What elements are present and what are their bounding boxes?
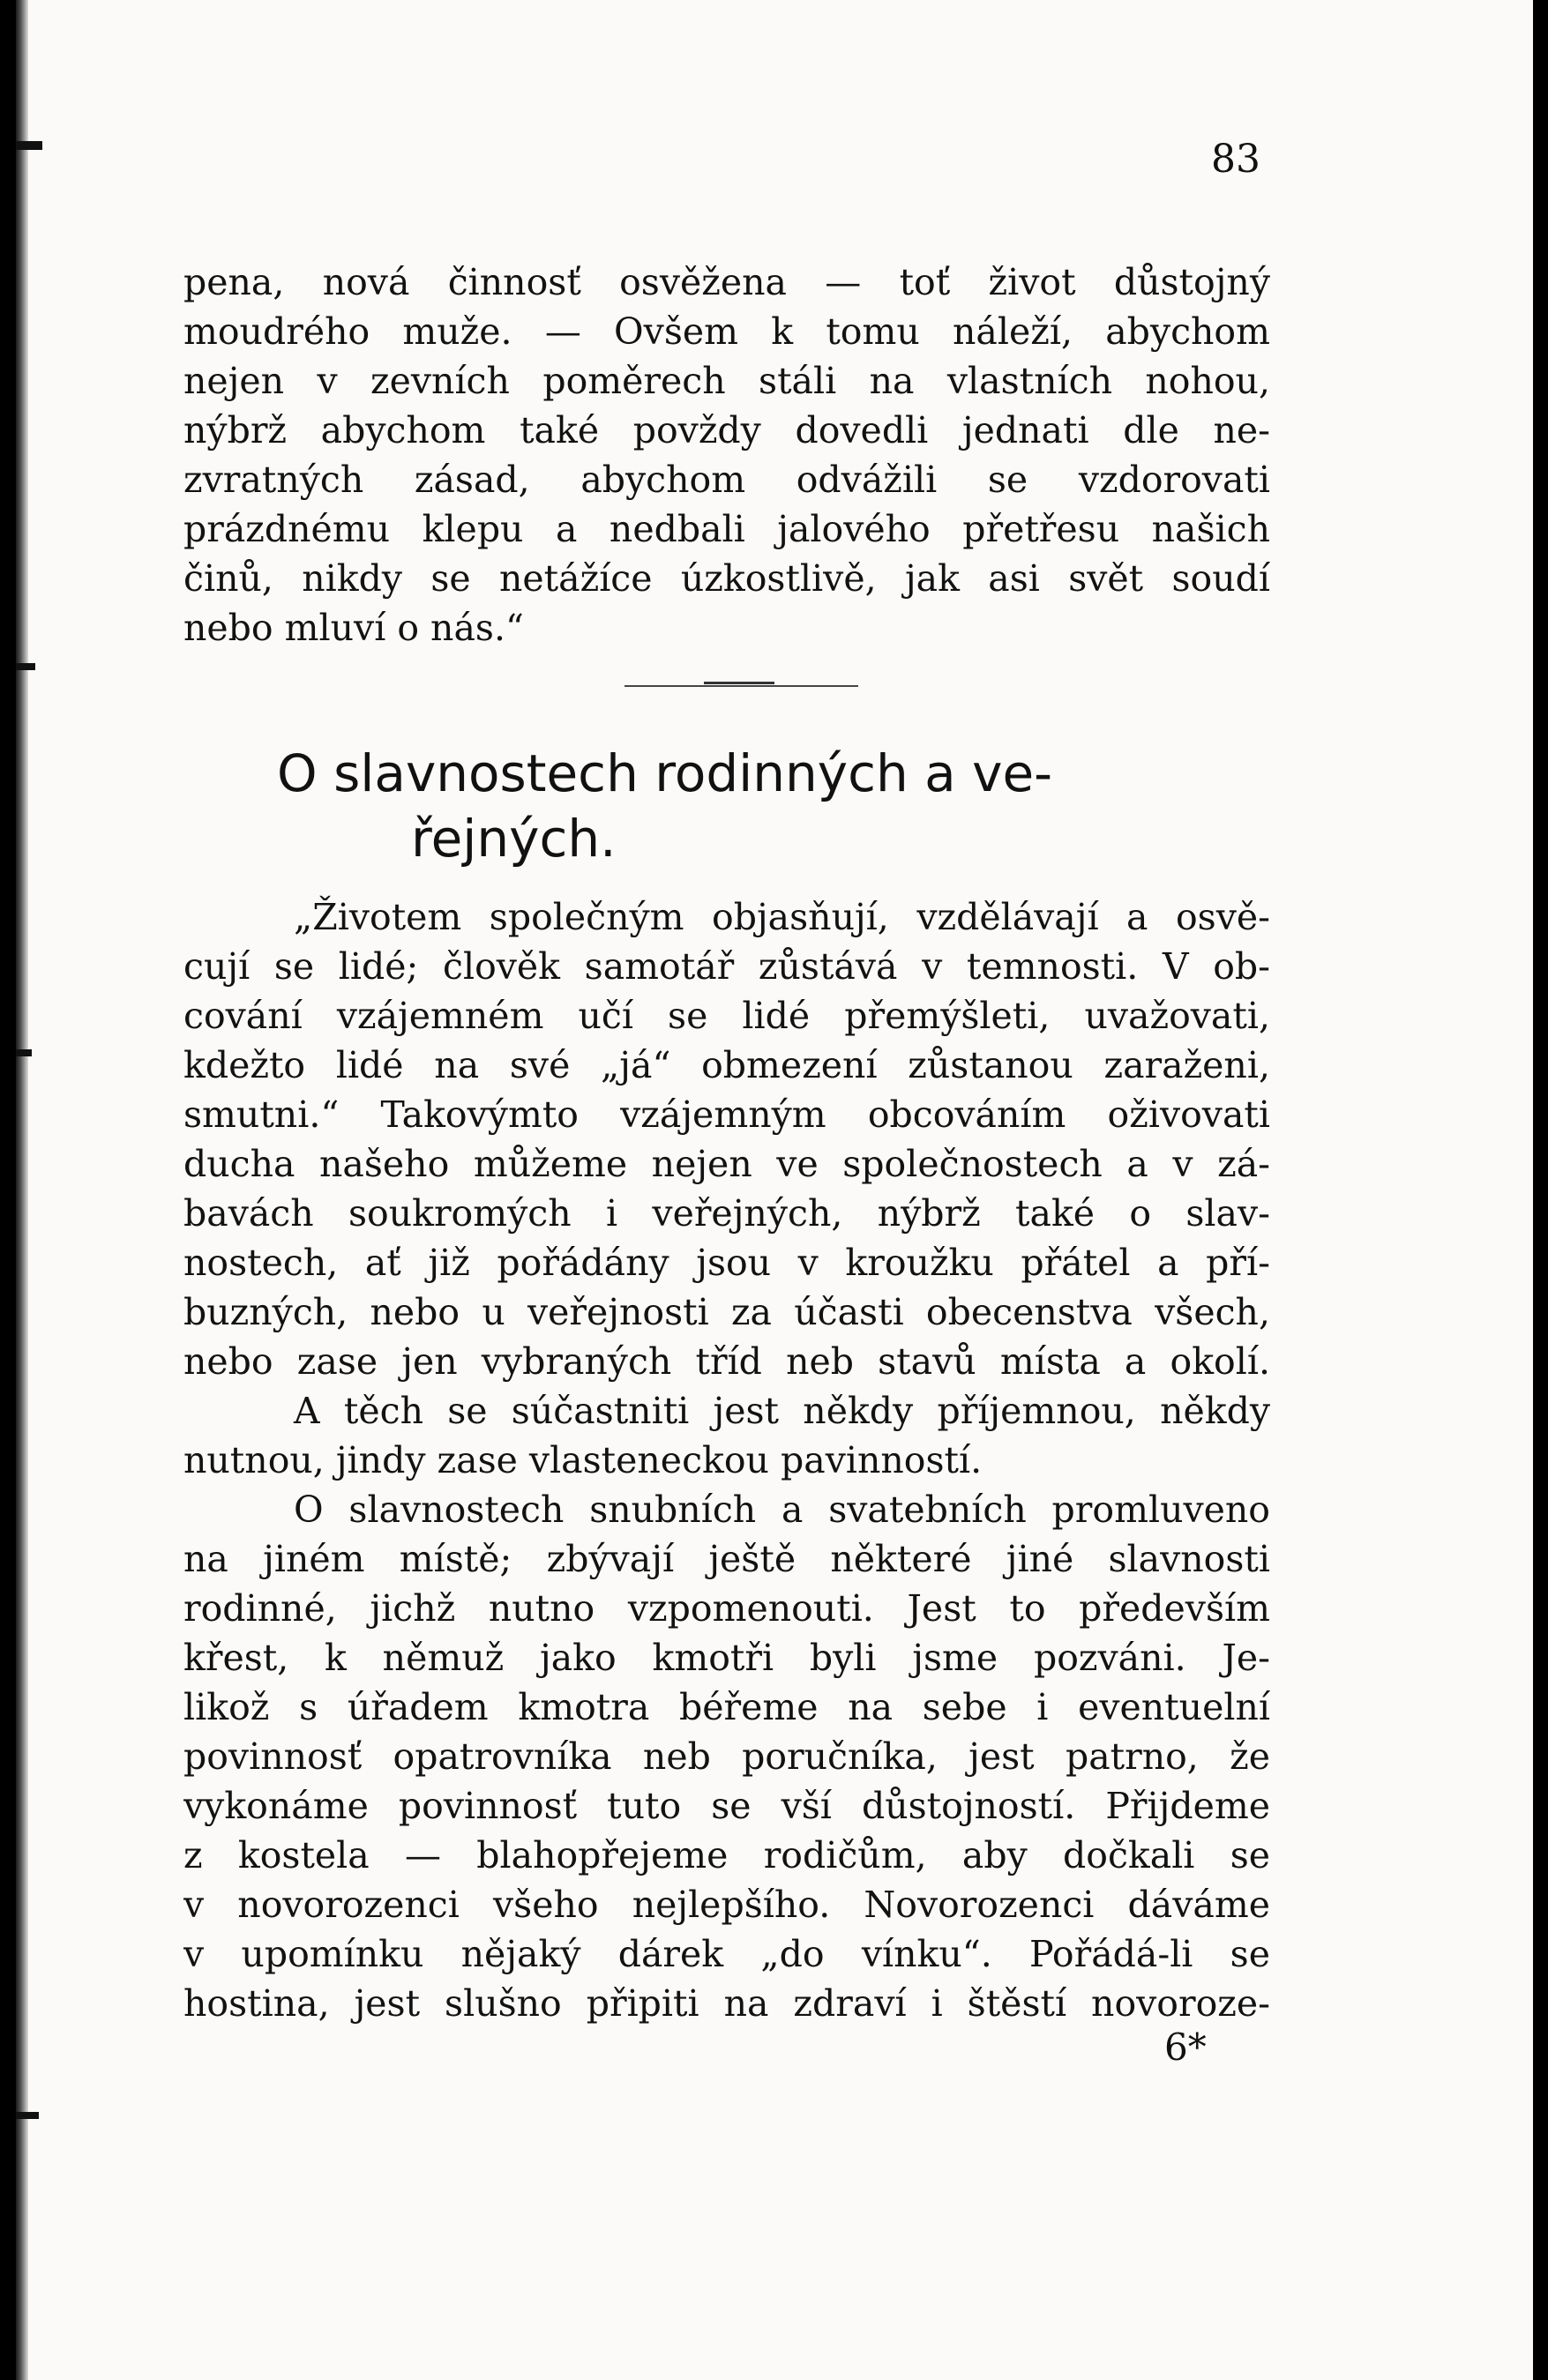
text-line: kdežto lidé na své „já“ obmezení zůstanou zaraženi, bbox=[183, 1044, 1270, 1086]
text-line: vykonáme povinnosť tuto se vší důstojností. Přijdeme bbox=[183, 1785, 1270, 1827]
text-line: v novorozenci všeho nejlepšího. Novorozenci dáváme bbox=[183, 1884, 1270, 1926]
text-line: nejen v zevních poměrech stáli na vlastních nohou, bbox=[183, 360, 1270, 402]
text-line: likož s úřadem kmotra béřeme na sebe i eventuelní bbox=[183, 1686, 1270, 1728]
text-line: O slavnostech snubních a svatebních promluveno bbox=[294, 1488, 1270, 1531]
scan-mark bbox=[16, 663, 35, 670]
section-heading bbox=[277, 741, 1052, 871]
text-line: činů, nikdy se netážíce úzkostlivě, jak asi svět soudí bbox=[183, 557, 1270, 600]
text-line: nebo mluví o nás.“ bbox=[183, 607, 524, 649]
intro-paragraph bbox=[183, 257, 1270, 653]
signature-mark: 6* bbox=[1164, 2026, 1207, 2069]
text-line: pena, nová činnosť osvěžena — toť život důstojný bbox=[183, 261, 1270, 303]
text-line: hostina, jest slušno připiti na zdraví i štěstí novoroze- bbox=[183, 1982, 1270, 2025]
text-line: moudrého muže. — Ovšem k tomu náleží, abychom bbox=[183, 310, 1270, 353]
text-line: na jiném místě; zbývají ještě některé jiné slavnosti bbox=[183, 1538, 1270, 1580]
page-number: 83 bbox=[1211, 137, 1260, 182]
text-line: A těch se súčastniti jest někdy příjemnou, někdy bbox=[294, 1390, 1270, 1432]
text-line: povinnosť opatrovníka neb poručníka, jest patrno, že bbox=[183, 1735, 1270, 1778]
text-line: „Životem společným objasňují, vzdělávají a osvě- bbox=[294, 896, 1270, 938]
text-line: smutni.“ Takovýmto vzájemným obcováním oživovati bbox=[183, 1093, 1270, 1136]
text-line: rodinné, jichž nutno vzpomenouti. Jest to především bbox=[183, 1587, 1270, 1630]
text-line: buzných, nebo u veřejnosti za účasti obecenstva všech, bbox=[183, 1291, 1270, 1333]
text-line: křest, k němuž jako kmotři byli jsme pozváni. Je- bbox=[183, 1637, 1270, 1679]
text-line: v upomínku nějaký dárek „do vínku“. Pořádá-li se bbox=[183, 1933, 1270, 1975]
text-line: prázdnému klepu a nedbali jalového přetřesu našich bbox=[183, 508, 1270, 550]
section-divider-ornament bbox=[704, 682, 774, 684]
text-line: nostech, ať již pořádány jsou v kroužku přátel a pří- bbox=[183, 1242, 1270, 1284]
scan-mark bbox=[16, 141, 42, 150]
text-line: z kostela — blahopřejeme rodičům, aby dočkali se bbox=[183, 1834, 1270, 1876]
text-line: nýbrž abychom také povždy dovedli jednati dle ne- bbox=[183, 409, 1270, 451]
book-page bbox=[16, 0, 1533, 2380]
heading-line-2: řejných. bbox=[411, 809, 617, 869]
text-line: zvratných zásad, abychom odvážili se vzdorovati bbox=[183, 459, 1270, 501]
text-line: ducha našeho můžeme nejen ve společnostech a v zá- bbox=[183, 1143, 1270, 1185]
text-line: bavách soukromých i veřejných, nýbrž také o slav- bbox=[183, 1192, 1270, 1235]
scan-mark bbox=[16, 1049, 32, 1056]
section-divider bbox=[624, 685, 858, 687]
text-line: cují se lidé; člověk samotář zůstává v temnosti. V ob- bbox=[183, 945, 1270, 988]
text-line: nebo zase jen vybraných tříd neb stavů místa a okolí. bbox=[183, 1340, 1270, 1383]
text-line: nutnou, jindy zase vlasteneckou pavinností. bbox=[183, 1439, 983, 1481]
page-edge-shadow bbox=[16, 0, 28, 2380]
body-paragraphs bbox=[183, 892, 1270, 2028]
heading-line-1: O slavnostech rodinných a ve- bbox=[277, 743, 1053, 803]
text-line: cování vzájemném učí se lidé přemýšleti, uvažovati, bbox=[183, 995, 1270, 1037]
scan-mark bbox=[16, 2112, 39, 2119]
